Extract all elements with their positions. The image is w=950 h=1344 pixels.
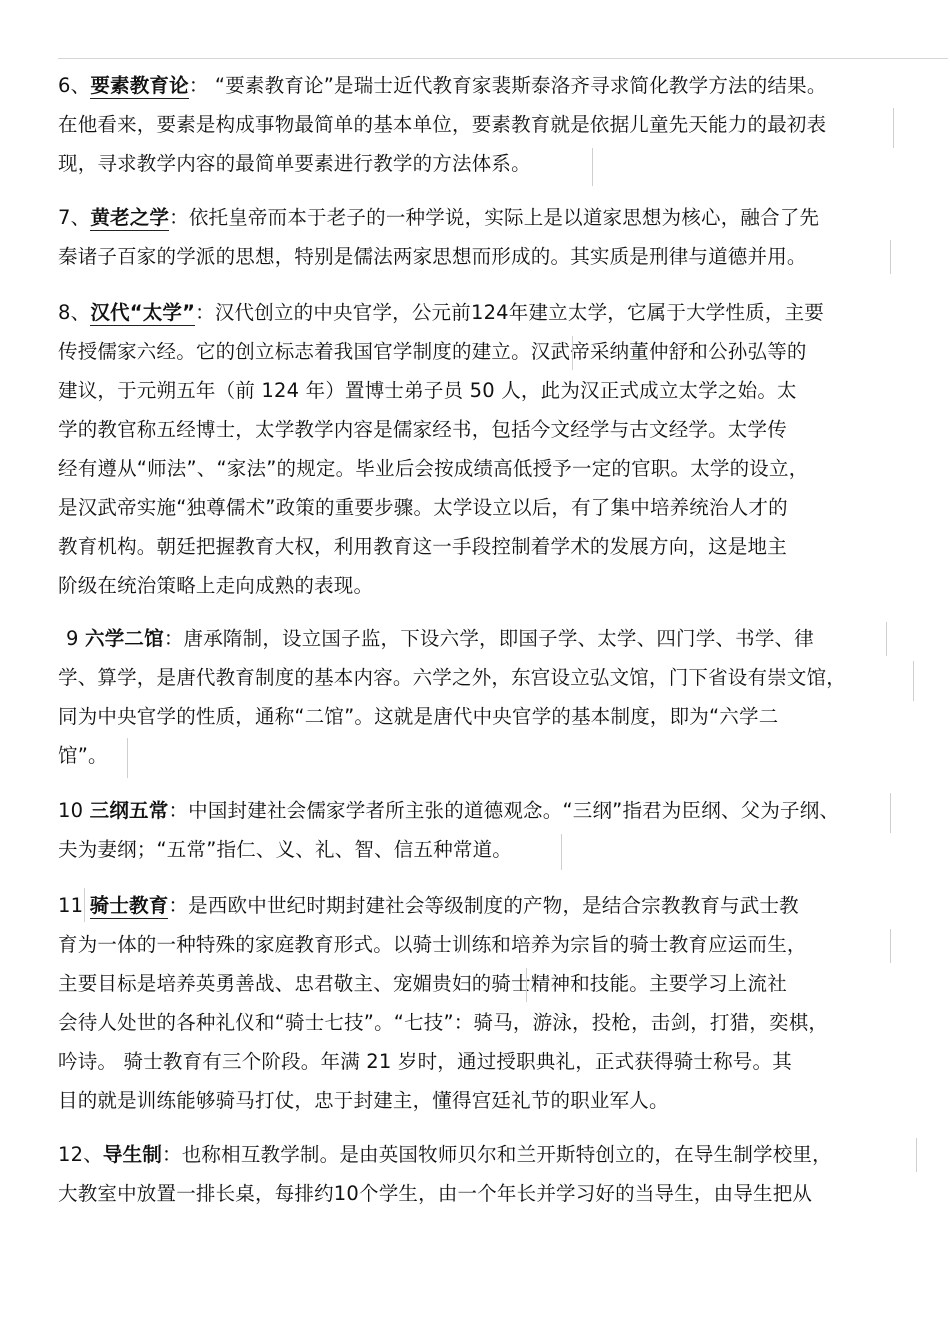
- item-6-definition-start: ： “要素教育论”是瑞士近代教育家裴斯泰洛齐寻求简化教学方法的结果。: [188, 74, 827, 97]
- frame-line-item-10: [561, 834, 562, 870]
- item-11-term: 骑士教育: [89, 894, 169, 917]
- frame-line-item-9-end: [127, 738, 128, 778]
- item-11-definition-start: ：是西欧中世纪时期封建社会等级制度的产物，是结合宗教教育与武士教: [168, 894, 799, 917]
- item-6-term: 要素教育论: [90, 74, 189, 97]
- frame-line-item-8: [572, 336, 573, 370]
- item-8-line-7: 教育机构。朝廷把握教育大权，利用教育这一手段控制着学术的发展方向，这是地主: [58, 535, 787, 558]
- item-8-line-8: 阶级在统治策略上走向成熟的表现。: [58, 574, 374, 597]
- item-11-line-3: 主要目标是培养英勇善战、忠君敬主、宠媚贵妇的骑士精神和技能。主要学习上流社: [58, 972, 787, 995]
- item-7-line-2: 秦诸子百家的学派的思想，特别是儒法两家思想而形成的。其实质是刑律与道德并用。: [58, 245, 807, 268]
- item-9-line-1: [66, 627, 814, 651]
- item-7-term: 黄老之学: [90, 206, 170, 229]
- item-8-line-5: 经有遵从“师法”、“家法”的规定。毕业后会按成绩高低授予一定的官职。太学的设立，: [58, 457, 809, 480]
- item-8-line-3: 建议，于元朔五年（前 124 年）置博士弟子员 50 人，此为汉正式成立太学之始。太: [58, 379, 797, 402]
- item-10-line-2: 夫为妻纲；“五常”指仁、义、礼、智、信五种常道。: [58, 838, 513, 861]
- item-6-line-2: 在他看来，要素是构成事物最简单的基本单位，要素教育就是依据儿童先天能力的最初表: [58, 113, 827, 136]
- item-9-term: 六学二馆: [85, 627, 164, 650]
- frame-line-item-9-right-2: [913, 661, 914, 701]
- item-9-definition-start: ：唐承隋制，设立国子监，下设六学，即国子学、太学、四门学、书学、律: [163, 627, 814, 650]
- item-12-number: 12、: [58, 1143, 103, 1166]
- item-12-line-1: [58, 1143, 832, 1167]
- item-8-term: 汉代“太学”: [90, 301, 196, 324]
- item-8-line-4: 学的教官称五经博士，太学教学内容是儒家经书，包括今文经学与古文经学。太学传: [58, 418, 787, 441]
- frame-line-item-6: [592, 148, 593, 186]
- item-9-line-4: 馆”。: [58, 744, 108, 767]
- item-8-line-2: 传授儒家六经。它的创立标志着我国官学制度的建立。汉武帝采纳董仲舒和公孙弘等的: [58, 340, 807, 363]
- item-11-line-4: 会待人处世的各种礼仪和“骑士七技”。“七技”：骑马，游泳，投枪，击剑，打猎，奕棋，: [58, 1011, 829, 1034]
- item-12-term: 导生制: [102, 1143, 163, 1166]
- item-6-line-1: [58, 74, 827, 98]
- item-8-definition-start: ：汉代创立的中央官学，公元前124年建立太学，它属于大学性质，主要: [195, 301, 824, 324]
- item-6-number: 6、: [58, 74, 91, 97]
- item-10-term: 三纲五常: [89, 799, 169, 822]
- item-8-line-6: 是汉武帝实施“独尊儒术”政策的重要步骤。太学设立以后，有了集中培养统治人才的: [58, 496, 788, 519]
- item-7-definition-start: ：依托皇帝而本于老子的一种学说，实际上是以道家思想为核心，融合了先: [169, 206, 820, 229]
- item-11-line-5: 吟诗。 骑士教育有三个阶段。年满 21 岁时，通过授职典礼，正式获得骑士称号。其: [58, 1050, 792, 1073]
- frame-line-item-11: [526, 968, 527, 1002]
- frame-line-item-6-right: [893, 108, 894, 148]
- frame-line-item-9-right: [886, 622, 887, 656]
- item-8-line-1: [58, 301, 824, 325]
- item-6-line-3: 现，寻求教学内容的最简单要素进行教学的方法体系。: [58, 152, 531, 175]
- item-7-line-1: [58, 206, 819, 230]
- frame-line-item-7-right: [890, 240, 891, 274]
- item-9-number: 9: [66, 627, 86, 650]
- item-10-number: 10: [58, 799, 90, 822]
- item-11-number: 11: [58, 894, 90, 917]
- item-11-line-2: 育为一体的一种特殊的家庭教育形式。以骑士训练和培养为宗旨的骑士教育应运而生，: [58, 933, 807, 956]
- frame-line-item-10-right: [890, 793, 891, 833]
- frame-line-top: [58, 58, 948, 59]
- frame-line-item-11-right: [890, 929, 891, 963]
- frame-line-item-11-left: [84, 888, 85, 922]
- item-12-line-2: 大教室中放置一排长桌，每排约10个学生，由一个年长并学习好的当导生，由导生把从: [58, 1182, 813, 1205]
- item-10-definition-start: ：中国封建社会儒家学者所主张的道德观念。“三纲”指君为臣纲、父为子纲、: [168, 799, 840, 822]
- item-8-number: 8、: [58, 301, 91, 324]
- item-11-line-1: [58, 894, 799, 918]
- item-11-line-6: 目的就是训练能够骑马打仗，忠于封建主，懂得宫廷礼节的职业军人。: [58, 1089, 669, 1112]
- item-9-line-3: 同为中央官学的性质，通称“二馆”。这就是唐代中央官学的基本制度，即为“六学二: [58, 705, 779, 728]
- item-10-line-1: [58, 799, 839, 823]
- item-7-number: 7、: [58, 206, 91, 229]
- item-12-definition-start: ：也称相互教学制。是由英国牧师贝尔和兰开斯特创立的，在导生制学校里，: [162, 1143, 832, 1166]
- item-9-line-2: 学、算学，是唐代教育制度的基本内容。六学之外，东宫设立弘文馆，门下省设有崇文馆，: [58, 666, 847, 689]
- frame-line-item-12-right: [916, 1138, 917, 1172]
